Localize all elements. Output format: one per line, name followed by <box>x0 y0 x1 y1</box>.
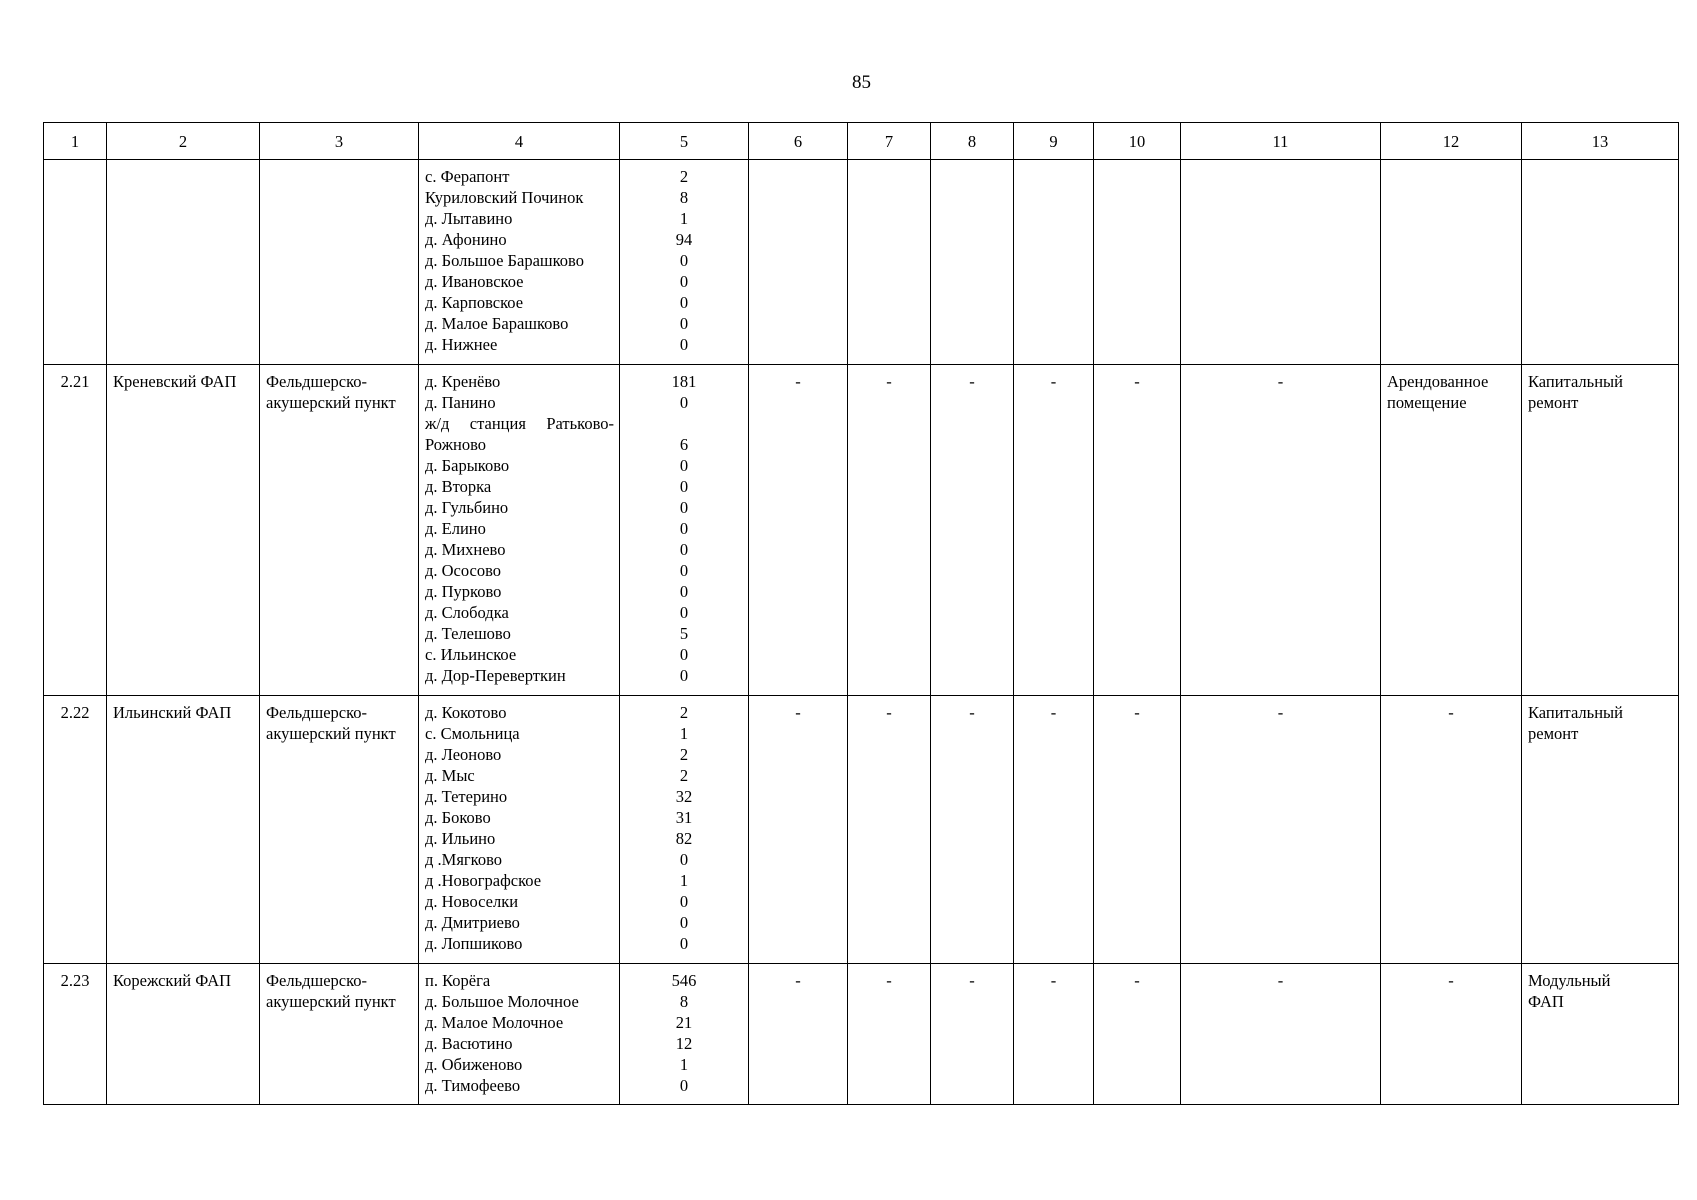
row-number: 2.22 <box>44 696 107 964</box>
settlement-name: д. Новоселки <box>425 892 519 911</box>
population-cell <box>620 365 749 696</box>
population-value: 0 <box>679 519 689 538</box>
table-row <box>44 696 1679 964</box>
premises-text: - <box>1448 971 1454 990</box>
facility-type-cell <box>260 365 419 696</box>
settlement-name: д. Боково <box>425 808 491 827</box>
settlements-cell <box>419 160 620 365</box>
population-value: 0 <box>679 1076 689 1095</box>
settlement-name: д. Кренёво <box>425 372 501 391</box>
action-text: ремонт <box>1528 724 1579 743</box>
settlement-name: д. Тетерино <box>425 787 508 806</box>
premises-cell <box>1381 696 1522 964</box>
settlement-name: д. Кокотово <box>425 703 507 722</box>
facility-type-cell <box>260 964 419 1105</box>
facility-name: Корежский ФАП <box>113 971 232 990</box>
column-8-cell: - <box>931 964 1014 1105</box>
column-11-cell: - <box>1181 964 1381 1105</box>
population-value: 0 <box>679 582 689 601</box>
settlement-name: д. Большое Молочное <box>425 992 579 1011</box>
population-value: 1 <box>679 871 689 890</box>
action-cell <box>1522 696 1679 964</box>
premises-text: помещение <box>1387 393 1467 412</box>
settlement-name: д. Михнево <box>425 540 506 559</box>
settlements-cell <box>419 365 620 696</box>
column-7-cell: - <box>848 964 931 1105</box>
table-row <box>44 160 1679 365</box>
action-text: Капитальный <box>1528 372 1623 391</box>
column-9-cell: - <box>1014 964 1094 1105</box>
population-value: 2 <box>679 766 689 785</box>
settlement-name: Рожново <box>425 435 487 454</box>
facility-type-cell <box>260 696 419 964</box>
settlement-name: с. Смольница <box>425 724 520 743</box>
settlement-name: д. Обиженово <box>425 1055 523 1074</box>
population-value: 0 <box>679 251 689 270</box>
settlement-name: д. Малое Молочное <box>425 1013 564 1032</box>
population-cell <box>620 696 749 964</box>
population-value: 1 <box>679 724 689 743</box>
settlements-cell <box>419 964 620 1105</box>
table-row <box>44 964 1679 1105</box>
row-number: 2.21 <box>44 365 107 696</box>
facility-name: Креневский ФАП <box>113 372 237 391</box>
column-6-cell <box>749 160 848 365</box>
table-row <box>44 365 1679 696</box>
settlement-name: д. Васютино <box>425 1034 513 1053</box>
settlement-name: д. Карповское <box>425 293 524 312</box>
population-value: 1 <box>679 209 689 228</box>
facility-type-cell <box>260 160 419 365</box>
population-cell <box>620 160 749 365</box>
column-7-cell: - <box>848 365 931 696</box>
row-number <box>44 160 107 365</box>
population-value: 181 <box>671 372 697 391</box>
premises-cell <box>1381 365 1522 696</box>
population-value: 12 <box>675 1034 693 1053</box>
population-value: 0 <box>679 603 689 622</box>
population-value: 0 <box>679 892 689 911</box>
column-header-8: 8 <box>931 123 1014 160</box>
column-6-cell: - <box>749 964 848 1105</box>
page-number: 85 <box>852 72 871 93</box>
settlement-name: д .Мягково <box>425 850 503 869</box>
settlement-name: д. Ивановское <box>425 272 524 291</box>
column-11-cell <box>1181 160 1381 365</box>
settlement-name: д. Мыс <box>425 766 475 785</box>
settlement-name: д. Вторка <box>425 477 492 496</box>
population-value: 546 <box>671 971 697 990</box>
action-text: ремонт <box>1528 393 1579 412</box>
column-8-cell: - <box>931 365 1014 696</box>
settlement-name: д. Дмитриево <box>425 913 520 932</box>
column-8-cell <box>931 160 1014 365</box>
column-header-10: 10 <box>1094 123 1181 160</box>
settlement-name: д. Малое Барашково <box>425 314 569 333</box>
column-11-cell: - <box>1181 696 1381 964</box>
population-value: 0 <box>679 913 689 932</box>
column-header-6: 6 <box>749 123 848 160</box>
settlement-name: п. Корёга <box>425 971 491 990</box>
population-value: 0 <box>679 645 689 664</box>
population-value: 31 <box>675 808 693 827</box>
facility-type: акушерский пункт <box>266 724 396 743</box>
column-6-cell: - <box>749 365 848 696</box>
column-header-4: 4 <box>419 123 620 160</box>
population-value: 0 <box>679 293 689 312</box>
action-text: Капитальный <box>1528 703 1623 722</box>
column-11-cell: - <box>1181 365 1381 696</box>
settlement-name: д. Пурково <box>425 582 502 601</box>
population-value: 0 <box>679 272 689 291</box>
column-9-cell: - <box>1014 365 1094 696</box>
population-value: 2 <box>679 703 689 722</box>
premises-text: Арендованное <box>1387 372 1489 391</box>
settlement-name: д. Панино <box>425 393 496 412</box>
settlement-name: д. Лопшиково <box>425 934 523 953</box>
column-header-3: 3 <box>260 123 419 160</box>
action-text: ФАП <box>1528 992 1564 1011</box>
population-value: 0 <box>679 393 689 412</box>
header-row <box>44 123 1679 160</box>
table-body <box>44 123 1679 1105</box>
settlement-name: Куриловский Починок <box>425 188 584 207</box>
settlement-name: д. Слободка <box>425 603 509 622</box>
settlement-name: д. Ососово <box>425 561 502 580</box>
column-7-cell <box>848 160 931 365</box>
facility-type: акушерский пункт <box>266 992 396 1011</box>
column-10-cell: - <box>1094 365 1181 696</box>
action-cell <box>1522 365 1679 696</box>
action-cell <box>1522 160 1679 365</box>
settlement-name: с. Ферапонт <box>425 167 510 186</box>
population-value: 0 <box>679 850 689 869</box>
population-value: 0 <box>679 456 689 475</box>
settlement-name: д. Тимофеево <box>425 1076 521 1095</box>
facility-type: Фельдшерско- <box>266 971 368 990</box>
population-value: 0 <box>679 335 689 354</box>
column-10-cell <box>1094 160 1181 365</box>
population-value: 6 <box>679 435 689 454</box>
settlement-name: д. Лытавино <box>425 209 513 228</box>
population-value: 82 <box>675 829 693 848</box>
population-value: 0 <box>679 934 689 953</box>
column-header-12: 12 <box>1381 123 1522 160</box>
settlement-name: д. Барыково <box>425 456 510 475</box>
population-value: 21 <box>675 1013 693 1032</box>
settlement-name: д. Гульбино <box>425 498 509 517</box>
settlement-name: д. Дор-Переверткин <box>425 666 566 685</box>
premises-text: - <box>1448 703 1454 722</box>
facility-name-cell <box>107 964 260 1105</box>
column-10-cell: - <box>1094 964 1181 1105</box>
facilities-table <box>43 122 1679 1105</box>
facility-name: Ильинский ФАП <box>113 703 232 722</box>
column-6-cell: - <box>749 696 848 964</box>
population-value: 0 <box>679 477 689 496</box>
premises-cell <box>1381 964 1522 1105</box>
population-value: 8 <box>679 188 689 207</box>
population-cell <box>620 964 749 1105</box>
population-value: 0 <box>679 540 689 559</box>
column-7-cell: - <box>848 696 931 964</box>
column-header-13: 13 <box>1522 123 1679 160</box>
population-value: 0 <box>679 498 689 517</box>
settlement-name: д. Телешово <box>425 624 511 643</box>
population-value: 8 <box>679 992 689 1011</box>
column-header-11: 11 <box>1181 123 1381 160</box>
column-header-1: 1 <box>44 123 107 160</box>
column-header-7: 7 <box>848 123 931 160</box>
settlements-cell <box>419 696 620 964</box>
settlement-name: д .Новографское <box>425 871 542 890</box>
row-number: 2.23 <box>44 964 107 1105</box>
facility-name-cell <box>107 696 260 964</box>
column-10-cell: - <box>1094 696 1181 964</box>
action-cell <box>1522 964 1679 1105</box>
population-value: 5 <box>679 624 689 643</box>
population-value: 0 <box>679 314 689 333</box>
settlement-name: д. Ильино <box>425 829 496 848</box>
premises-cell <box>1381 160 1522 365</box>
facility-type: Фельдшерско- <box>266 372 368 391</box>
settlement-name: д. Елино <box>425 519 486 538</box>
column-header-2: 2 <box>107 123 260 160</box>
column-header-9: 9 <box>1014 123 1094 160</box>
column-8-cell: - <box>931 696 1014 964</box>
facility-name-cell <box>107 365 260 696</box>
column-9-cell <box>1014 160 1094 365</box>
facility-type: акушерский пункт <box>266 393 396 412</box>
column-header-5: 5 <box>620 123 749 160</box>
facility-type: Фельдшерско- <box>266 703 368 722</box>
population-value: 2 <box>679 745 689 764</box>
population-value: 94 <box>675 230 693 249</box>
settlement-name: д. Нижнее <box>425 335 498 354</box>
column-9-cell: - <box>1014 696 1094 964</box>
settlement-name: с. Ильинское <box>425 645 517 664</box>
facility-name-cell <box>107 160 260 365</box>
population-value: 2 <box>679 167 689 186</box>
settlement-name: д. Большое Барашково <box>425 251 584 270</box>
population-value <box>620 413 748 434</box>
population-value: 0 <box>679 561 689 580</box>
settlement-name: д. Афонино <box>425 230 507 249</box>
population-value: 1 <box>679 1055 689 1074</box>
population-value: 32 <box>675 787 693 806</box>
settlement-name: д. Леоново <box>425 745 502 764</box>
population-value: 0 <box>679 666 689 685</box>
action-text: Модульный <box>1528 971 1611 990</box>
settlement-name: ж/д станция Ратьково- <box>425 414 614 433</box>
